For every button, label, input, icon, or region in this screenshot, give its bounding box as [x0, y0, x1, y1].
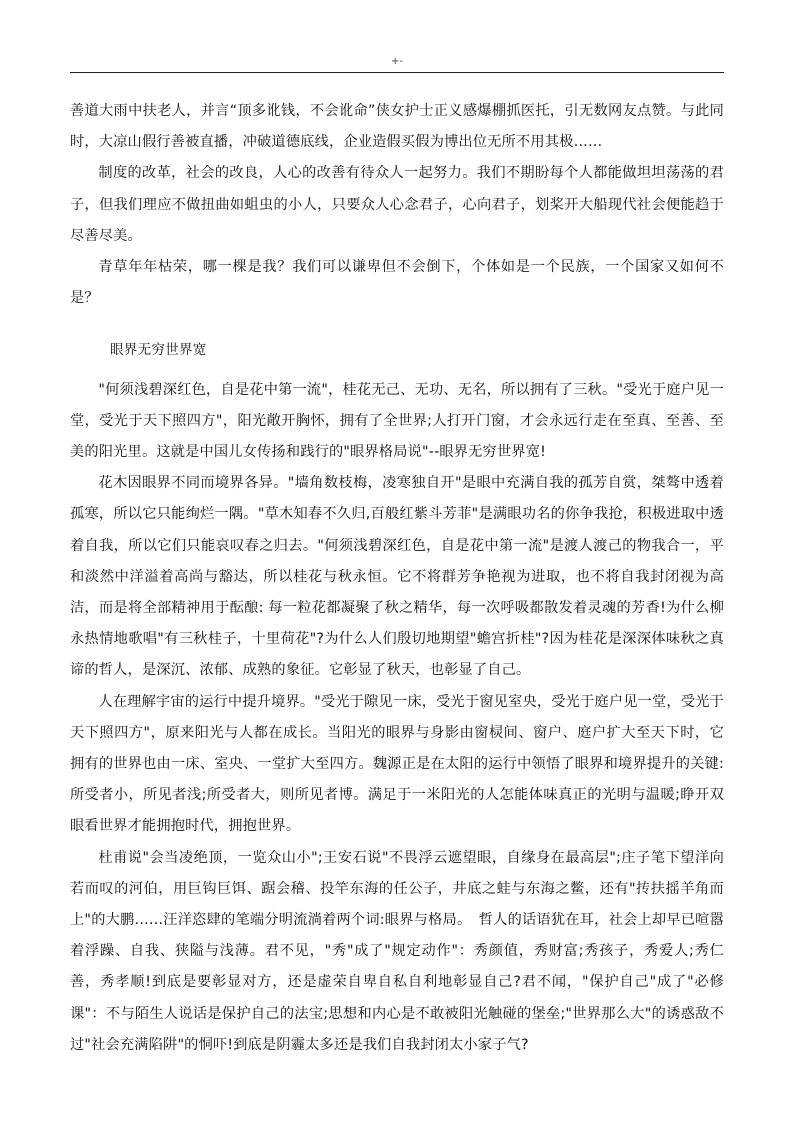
- paragraph-3: 青草年年枯荣，哪一棵是我？我们可以谦卑但不会倒下，个体如是一个民族，一个国家又如何不是？: [70, 259, 724, 307]
- essay-title: 眼界无穷世界宽: [110, 342, 207, 359]
- paragraph-1: 善道大雨中扶老人，并言“顶多讹钱，不会讹命”侠女护士正义感爆棚抓医托，引无数网友点赞。与此同时，大凉山假行善被直播，冲破道德底线，企业造假买假为博出位无所不用其极……: [70, 103, 724, 151]
- paragraph-5: 花木因眼界不同而境界各异。"墙角数枝梅，凌寒独自开"是眼中充满自我的孤芳自赏，桀骜中透着孤寒，所以它只能绚烂一隅。"草木知春不久归,百般红紫斗芳菲"是满眼功名的你争我抢，积极进取中透着自我，所以它们只能哀叹春之归去。"何须浅碧深红色，自是花中第一流"是渡人渡己的物我合一，平和淡然中洋溢着高尚与豁达，所以桂花与秋永恒。它不将群芳争艳视为进取，也不将自我封闭视为高洁，而是将全部精神用于酝酿: 每一粒花都凝聚了秋之精华，每一次呼吸都散发着灵魂的芳香!为什么柳永热情地歌唱"有三秋桂子，十里荷花"?为什么人们殷切地期望"蟾宫折桂"?因为桂花是深深体味秋之真谛的哲人，是深沉、浓郁、成熟的象征。它彰显了秋天，也彰显了自己。: [70, 475, 724, 679]
- header-rule: [70, 72, 724, 73]
- paragraph-2: 制度的改革，社会的改良，人心的改善有待众人一起努力。我们不期盼每个人都能做坦坦荡荡的君子，但我们理应不做扭曲如蛆虫的小人，只要众人心念君子，心向君子，划桨开大船现代社会便能趋于尽善尽美。: [70, 165, 724, 244]
- paragraph-6: 人在理解宇宙的运行中提升境界。"受光于隙见一床，受光于窗见室央，受光于庭户见一堂，受光于天下照四方"，原来阳光与人都在成长。当阳光的眼界与身影由窗棂间、窗户、庭户扩大至天下时，它拥有的世界也由一床、室央、一堂扩大至四方。魏源正是在太阳的运行中领悟了眼界和境界提升的关键: 所受者小，所见者浅;所受者大，则所见者博。满足于一米阳光的人怎能体味真正的光明与温暖;睁开双眼看世界才能拥抱时代，拥抱世界。: [70, 693, 724, 835]
- paragraph-4: "何须浅碧深红色，自是花中第一流"，桂花无己、无功、无名，所以拥有了三秋。"受光于庭户见一堂，受光于天下照四方"，阳光敞开胸怀，拥有了全世界;人打开门窗，才会永远行走在至真、至善、至美的阳光里。这就是中国儿女传扬和践行的"眼界格局说"--眼界无穷世界宽!: [70, 381, 724, 461]
- paragraph-7: 杜甫说"会当凌绝顶，一览众山小";王安石说"不畏浮云遮望眼，自缘身在最高层";庄子笔下望洋向若而叹的河伯，用巨钩巨饵、踞会稽、投竿东海的任公子，井底之蛙与东海之鳖，还有"抟扶摇羊角而上"的大鹏……汪洋恣肆的笔端分明流淌着两个词:眼界与格局。 哲人的话语犹在耳，社会上却早已喧嚣着浮躁、自我、狭隘与浅薄。君不见，"秀"成了"规定动作"：秀颜值，秀财富;秀孩子，秀爱人;秀仁善，秀孝顺!到底是要彰显对方，还是虚荣自卑自私自利地彰显自己?君不闻，"保护自己"成了"必修课"：不与陌生人说话是保护自己的法宝;思想和内心是不敢被阳光触碰的堡垒;"世界那么大"的诱惑敌不过"社会充满陷阱"的恫吓!到底是阴霾太多还是我们自我封闭太小家子气?: [70, 849, 724, 1053]
- header-mark: +-: [391, 56, 403, 67]
- document-body: [70, 96, 724, 1061]
